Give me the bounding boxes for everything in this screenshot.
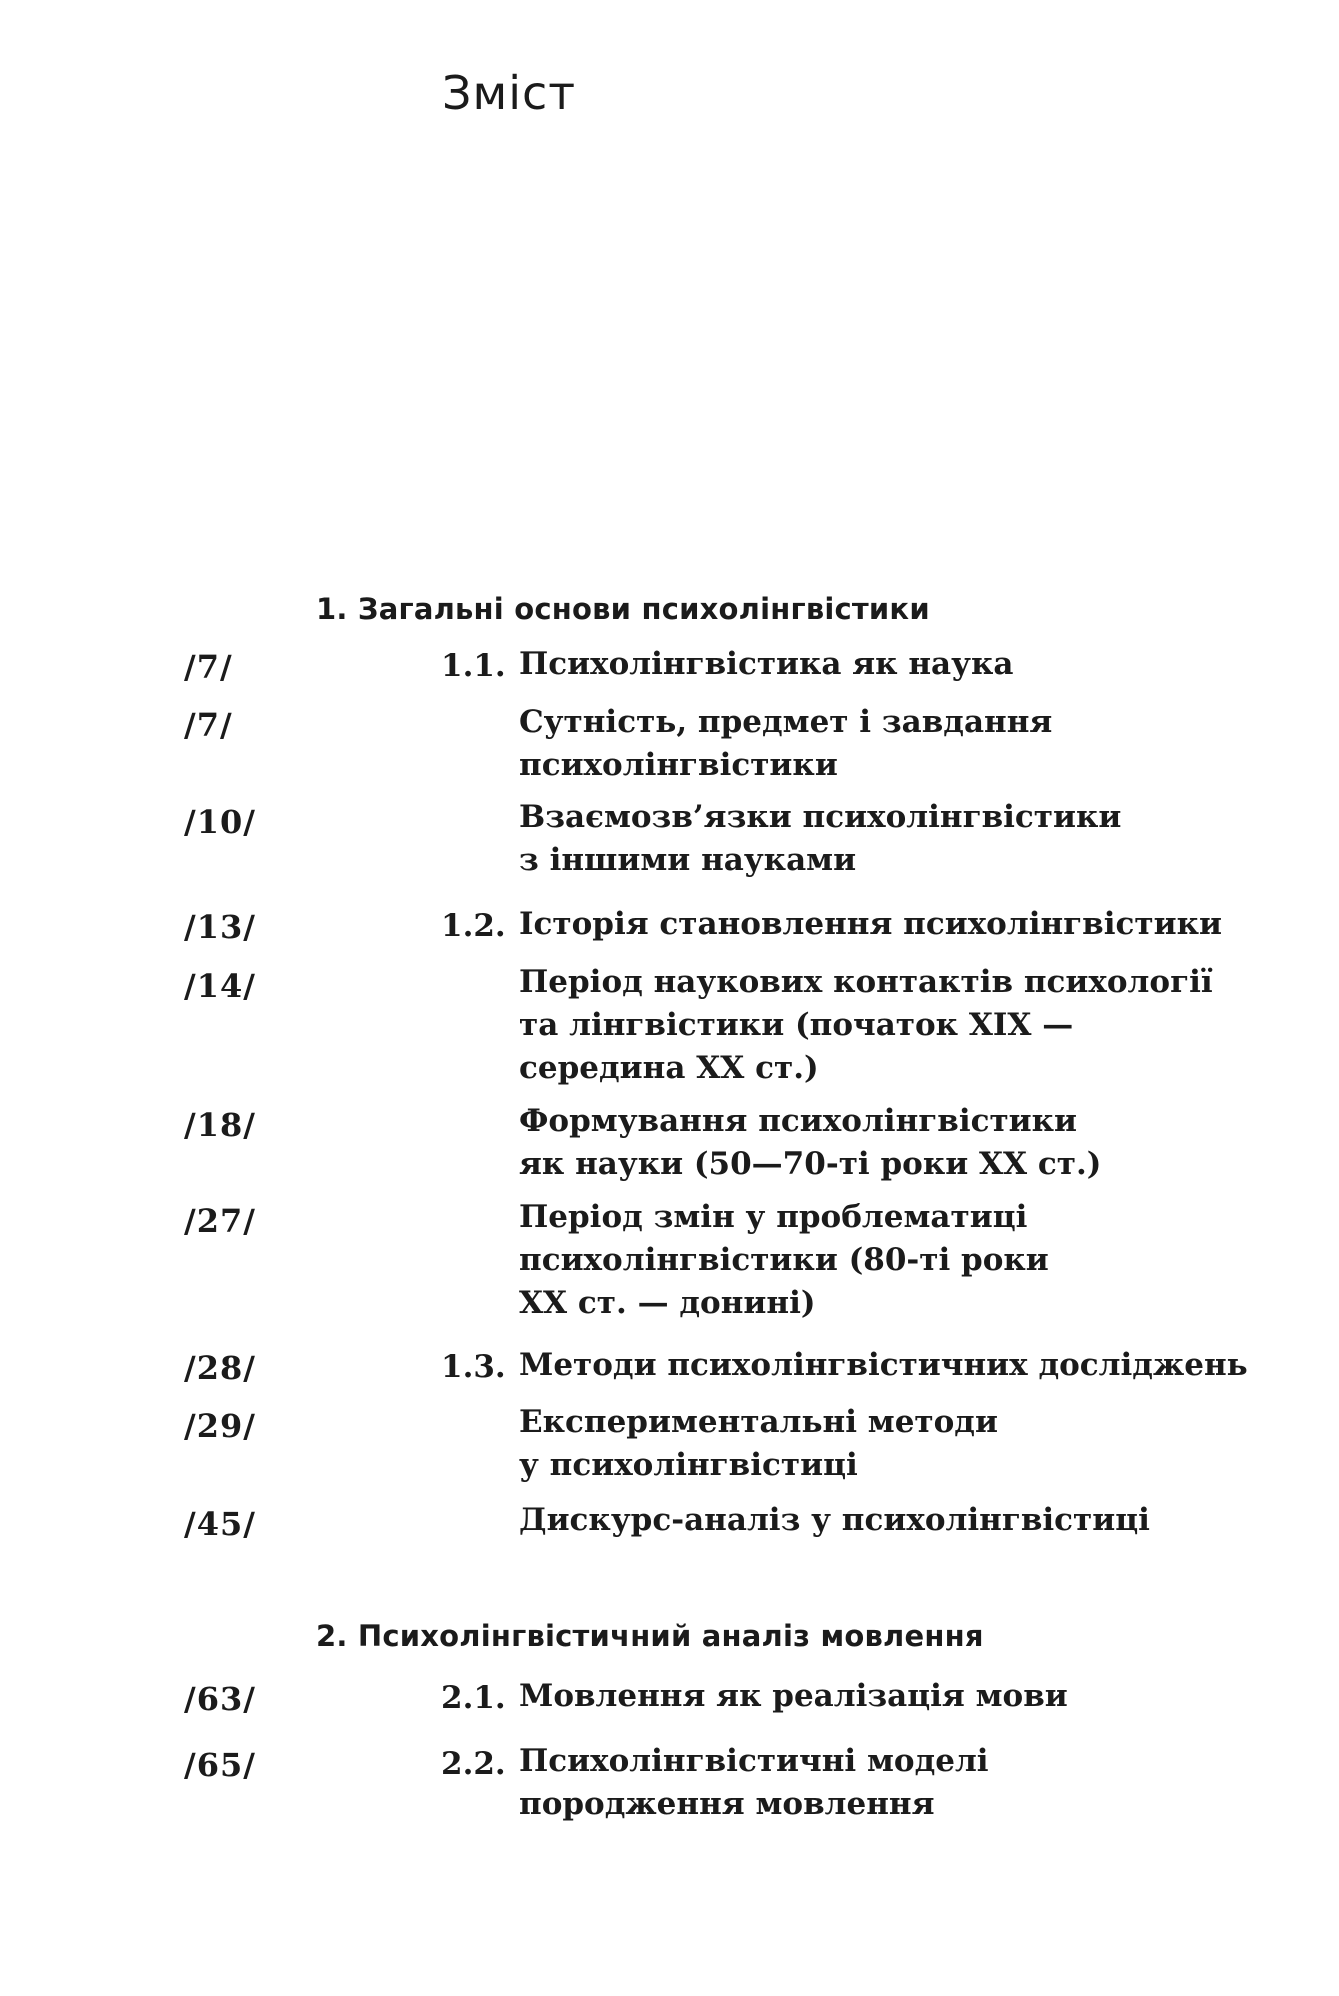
page-title: Зміст: [442, 66, 577, 120]
toc-entry-title: Мовлення як реалізація мови: [519, 1678, 1068, 1714]
toc-page-number: /7/: [184, 648, 233, 686]
toc-entry-title: породження мовлення: [519, 1786, 935, 1822]
toc-page-number: /7/: [184, 706, 233, 744]
toc-entry-title: Сутність, предмет і завдання: [519, 704, 1053, 740]
toc-page-number: /65/: [184, 1746, 256, 1784]
toc-entry-title: Формування психолінгвістики: [519, 1103, 1078, 1139]
toc-entry-title: Експериментальні методи: [519, 1404, 998, 1440]
toc-entry-title: середина XX ст.): [519, 1050, 819, 1086]
toc-entry-title: як науки (50—70-ті роки XX ст.): [519, 1146, 1102, 1182]
toc-section-number: 1.1.: [441, 648, 506, 684]
toc-entry-title: Дискурс-аналіз у психолінгвістиці: [519, 1502, 1150, 1538]
toc-page-number: /63/: [184, 1680, 256, 1718]
toc-page-number: /28/: [184, 1349, 256, 1387]
toc-entry-title: Історія становлення психолінгвістики: [519, 906, 1222, 942]
toc-page-number: /45/: [184, 1505, 256, 1543]
toc-entry-title: Методи психолінгвістичних досліджень: [519, 1347, 1248, 1383]
toc-page-number: /10/: [184, 803, 256, 841]
part-1-heading: 1. Загальні основи психолінгвістики: [316, 592, 930, 626]
toc-entry-title: у психолінгвістиці: [519, 1447, 858, 1483]
toc-entry-title: XX ст. — донині): [519, 1285, 816, 1321]
toc-page-number: /29/: [184, 1407, 256, 1445]
toc-section-number: 1.3.: [441, 1349, 506, 1385]
toc-entry-title: психолінгвістики: [519, 747, 838, 783]
toc-entry-title: Психолінгвістика як наука: [519, 646, 1014, 682]
toc-entry-title: Психолінгвістичні моделі: [519, 1743, 989, 1779]
part-2-heading: 2. Психолінгвістичний аналіз мовлення: [316, 1619, 984, 1653]
toc-section-number: 2.2.: [441, 1746, 506, 1782]
toc-page-number: /18/: [184, 1106, 256, 1144]
toc-page-number: /27/: [184, 1202, 256, 1240]
toc-entry-title: та лінгвістики (початок XIX —: [519, 1007, 1074, 1043]
toc-entry-title: психолінгвістики (80-ті роки: [519, 1242, 1049, 1278]
toc-section-number: 2.1.: [441, 1680, 506, 1716]
toc-entry-title: Взаємозв’язки психолінгвістики: [519, 799, 1122, 835]
toc-page-number: /13/: [184, 908, 256, 946]
toc-section-number: 1.2.: [441, 908, 506, 944]
toc-entry-title: Період наукових контактів психології: [519, 964, 1213, 1000]
toc-entry-title: з іншими науками: [519, 842, 857, 878]
toc-entry-title: Період змін у проблематиці: [519, 1199, 1028, 1235]
toc-page-number: /14/: [184, 967, 256, 1005]
